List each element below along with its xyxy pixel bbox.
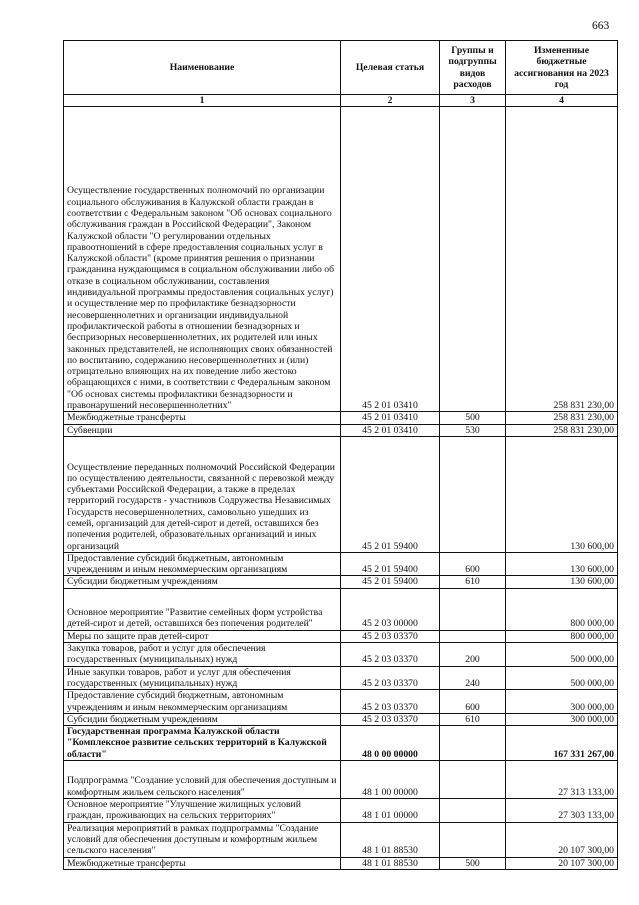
row-code: 45 2 01 59400 bbox=[341, 552, 440, 576]
row-code: 45 2 03 03370 bbox=[341, 713, 440, 725]
table-row bbox=[64, 761, 618, 799]
row-code: 45 2 03 03370 bbox=[341, 630, 440, 642]
table-row bbox=[64, 799, 618, 823]
row-name: Предоставление субсидий бюджетным, автономным учреждениям и иным некоммерческим организациям bbox=[64, 552, 341, 576]
row-name: Межбюджетные трансферты bbox=[64, 857, 341, 869]
row-amount: 800 000,00 bbox=[506, 630, 618, 642]
row-code: 45 2 01 59400 bbox=[341, 576, 440, 588]
header-group: Группы и подгруппы видов расходов bbox=[440, 41, 506, 95]
row-name: Меры по защите прав детей-сирот bbox=[64, 630, 341, 642]
row-amount: 258 831 230,00 bbox=[506, 424, 618, 436]
row-name: Субвенции bbox=[64, 424, 341, 436]
row-group bbox=[440, 107, 506, 412]
column-number: 1 bbox=[64, 95, 341, 107]
row-group: 610 bbox=[440, 713, 506, 725]
row-code: 48 1 00 00000 bbox=[341, 761, 440, 799]
table-row bbox=[64, 690, 618, 714]
row-code: 45 2 03 03370 bbox=[341, 690, 440, 714]
table-row bbox=[64, 412, 618, 424]
header-row bbox=[64, 41, 618, 95]
row-amount: 800 000,00 bbox=[506, 588, 618, 630]
row-name: Предоставление субсидий бюджетным, автономным учреждениям и иным некоммерческим организациям bbox=[64, 690, 341, 714]
row-amount: 167 331 267,00 bbox=[506, 726, 618, 761]
row-code: 48 1 01 88530 bbox=[341, 822, 440, 857]
row-code: 45 2 01 03410 bbox=[341, 107, 440, 412]
row-amount: 27 313 133,00 bbox=[506, 761, 618, 799]
row-group: 600 bbox=[440, 690, 506, 714]
column-number: 2 bbox=[341, 95, 440, 107]
row-name: Иные закупки товаров, работ и услуг для обеспечения государственных (муниципальных) нужд bbox=[64, 666, 341, 690]
row-name: Государственная программа Калужской области "Комплексное развитие сельских территорий в Калужской области" bbox=[64, 726, 341, 761]
budget-table bbox=[63, 40, 618, 870]
row-amount: 258 831 230,00 bbox=[506, 412, 618, 424]
row-name: Закупка товаров, работ и услуг для обеспечения государственных (муниципальных) нужд bbox=[64, 643, 341, 667]
row-name: Подпрограмма "Создание условий для обеспечения доступным и комфортным жильем сельского населения" bbox=[64, 761, 341, 799]
row-group: 200 bbox=[440, 643, 506, 667]
row-code: 45 2 01 03410 bbox=[341, 412, 440, 424]
row-name: Субсидии бюджетным учреждениям bbox=[64, 713, 341, 725]
row-name: Осуществление государственных полномочий по организации социального обслуживания в Калужской области граждан в соответствии с Федеральным законом "Об основах социального обслуживания граждан в Российской Федерации", Законом Калужской области "О регулировании отдельных правоотношений в сфере предоставления социальных услуг в Калужской области" (кроме принятия решения о признании гражданина нуждающимся в социальном обслуживании либо об отказе в социальном обслуживании, составления индивидуальной программы предоставления социальных услуг) и осуществление мер по профилактике безнадзорности несовершеннолетних и организации индивидуальной профилактической работы в отношении безнадзорных и беспризорных несовершеннолетних, их родителей или иных законных представителей, не исполняющих своих обязанностей по воспитанию, содержанию несовершеннолетних и (или) отрицательно влияющих на их поведение либо жестоко обращающихся с ними, в соответствии с Федеральным законом "Об основах системы профилактики безнадзорности и правонарушений несовершеннолетних" bbox=[64, 107, 341, 412]
row-group: 500 bbox=[440, 412, 506, 424]
row-code: 48 1 01 88530 bbox=[341, 857, 440, 869]
row-amount: 258 831 230,00 bbox=[506, 107, 618, 412]
row-group: 530 bbox=[440, 424, 506, 436]
row-code: 45 2 03 03370 bbox=[341, 666, 440, 690]
row-code: 45 2 01 03410 bbox=[341, 424, 440, 436]
header-code: Целевая статья bbox=[341, 41, 440, 95]
table-row bbox=[64, 666, 618, 690]
table-row bbox=[64, 436, 618, 552]
row-amount: 130 600,00 bbox=[506, 552, 618, 576]
row-amount: 300 000,00 bbox=[506, 690, 618, 714]
column-number: 4 bbox=[506, 95, 618, 107]
row-amount: 130 600,00 bbox=[506, 576, 618, 588]
row-group bbox=[440, 799, 506, 823]
row-group: 500 bbox=[440, 857, 506, 869]
row-group bbox=[440, 822, 506, 857]
table-row bbox=[64, 424, 618, 436]
row-group: 240 bbox=[440, 666, 506, 690]
row-group: 600 bbox=[440, 552, 506, 576]
row-name: Основное мероприятие "Улучшение жилищных условий граждан, проживающих на сельских территориях" bbox=[64, 799, 341, 823]
row-name: Субсидии бюджетным учреждениям bbox=[64, 576, 341, 588]
row-name: Осуществление переданных полномочий Российской Федерации по осуществлению деятельности, связанной с перевозкой между субъектами Российской Федерации, а также в пределах территорий государств - участников Содружества Независимых Государств несовершеннолетних, самовольно ушедших из семей, организаций для детей-сирот и детей, оставшихся без попечения родителей, образовательных организаций и иных организаций bbox=[64, 436, 341, 552]
row-amount: 27 303 133,00 bbox=[506, 799, 618, 823]
row-group bbox=[440, 726, 506, 761]
table-row bbox=[64, 588, 618, 630]
row-amount: 20 107 300,00 bbox=[506, 822, 618, 857]
table-row bbox=[64, 857, 618, 869]
table-row bbox=[64, 822, 618, 857]
row-group bbox=[440, 630, 506, 642]
row-group: 610 bbox=[440, 576, 506, 588]
column-number-row bbox=[64, 95, 618, 107]
row-code: 48 1 01 00000 bbox=[341, 799, 440, 823]
row-amount: 500 000,00 bbox=[506, 643, 618, 667]
row-amount: 300 000,00 bbox=[506, 713, 618, 725]
row-amount: 130 600,00 bbox=[506, 436, 618, 552]
column-number: 3 bbox=[440, 95, 506, 107]
row-amount: 500 000,00 bbox=[506, 666, 618, 690]
row-code: 45 2 03 03370 bbox=[341, 643, 440, 667]
row-code: 48 0 00 00000 bbox=[341, 726, 440, 761]
table-row bbox=[64, 630, 618, 642]
row-code: 45 2 03 00000 bbox=[341, 588, 440, 630]
header-amount: Измененные бюджетные ассигнования на 2023 год bbox=[506, 41, 618, 95]
row-amount: 20 107 300,00 bbox=[506, 857, 618, 869]
table-row bbox=[64, 576, 618, 588]
table-row bbox=[64, 552, 618, 576]
table-row bbox=[64, 643, 618, 667]
table-row bbox=[64, 726, 618, 761]
page-number: 663 bbox=[592, 20, 610, 32]
table-row bbox=[64, 713, 618, 725]
row-name: Основное мероприятие "Развитие семейных форм устройства детей-сирот и детей, оставшихся без попечения родителей" bbox=[64, 588, 341, 630]
row-code: 45 2 01 59400 bbox=[341, 436, 440, 552]
row-name: Межбюджетные трансферты bbox=[64, 412, 341, 424]
table-row bbox=[64, 107, 618, 412]
row-group bbox=[440, 761, 506, 799]
row-name: Реализация мероприятий в рамках подпрограммы "Создание условий для обеспечения доступным и комфортным жильем сельского населения" bbox=[64, 822, 341, 857]
row-group bbox=[440, 436, 506, 552]
header-name: Наименование bbox=[64, 41, 341, 95]
row-group bbox=[440, 588, 506, 630]
